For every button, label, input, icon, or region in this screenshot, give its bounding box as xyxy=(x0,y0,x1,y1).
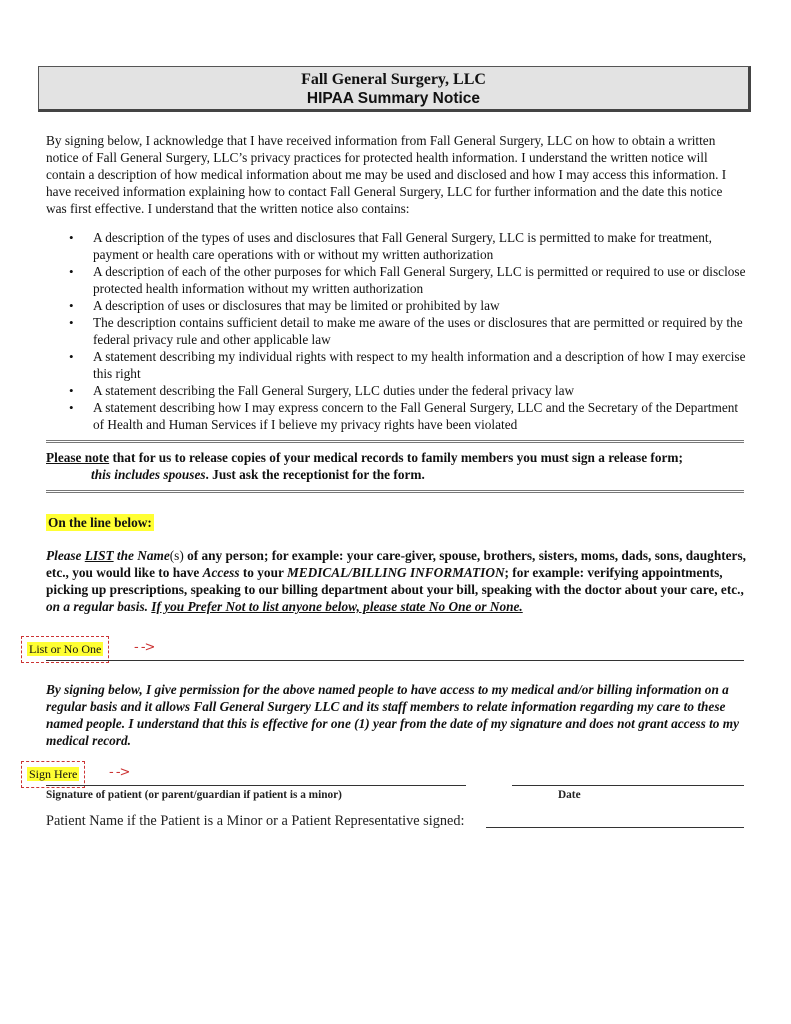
intro-paragraph: By signing below, I acknowledge that I have received information from Fall General Surgery, LLC on how to obtain a written notice of Fall General Surgery, LLC’s privacy practices for protected health information. I understand the written notice will contain a description of how medical information about me may be used and disclosed and how I may access this information. I have received information explaining how to contact Fall General Surgery, LLC for further information and the date this notice was first effective. I understand that the written notice also contains: xyxy=(46,133,727,216)
bullet-icon: • xyxy=(69,264,74,279)
patient-rep-label: Patient Name if the Patient is a Minor or a Patient Representative signed: xyxy=(46,813,465,829)
list-instructions: Please LIST the Name(s) of any person; for example: your care-giver, spouse, brothers, sisters, moms, dads, sons, daughters, etc., you would like to have Access to your MEDICAL/BILLING INFORMATION; for example: verifying appointments, picking up prescriptions, speaking to our billing department about your bill, speaking with the doctor about your care, etc., on a regular basis. If you Prefer Not to list anyone below, please state No One or None. xyxy=(46,548,746,614)
names-entry-line[interactable] xyxy=(46,660,744,661)
bullet-icon: • xyxy=(69,298,74,313)
bullet-icon: • xyxy=(69,349,74,364)
list-item: • A statement describing how I may express concern to the Fall General Surgery, LLC and the Secretary of the Department of Health and Human Services if I believe my privacy rights have been violated xyxy=(69,400,739,432)
bullet-icon: • xyxy=(69,315,74,330)
sign-here-tag-label: Sign Here xyxy=(29,767,78,781)
bullet-icon: • xyxy=(69,230,74,245)
divider xyxy=(46,490,744,493)
bullet-icon: • xyxy=(69,383,74,398)
title-box xyxy=(38,66,751,112)
note-italic: this includes spouses xyxy=(91,467,206,482)
signature-label: Signature of patient (or parent/guardian if patient is a minor) xyxy=(46,789,342,801)
list-item: • The description contains sufficient detail to make me aware of the uses or disclosures that are permitted or required by the federal privacy rule and other applicable law xyxy=(69,315,743,347)
permission-paragraph: By signing below, I give permission for the above named people to have access to my medical and/or billing information on a regular basis and it allows Fall General Surgery LLC and its staff members to relate information regarding my care to these named people. I understand that this is effective for one (1) year from the date of my signature and does not grant access to my medical record. xyxy=(46,682,740,748)
list-field-tag-label: List or No One xyxy=(29,642,102,656)
note-lead: Please note xyxy=(46,450,110,465)
list-item: • A statement describing my individual rights with respect to my health information and a description of how I may exercise this right xyxy=(69,349,746,381)
list-item: • A description of uses or disclosures that may be limited or prohibited by law xyxy=(69,298,500,313)
on-line-below-label: On the line below: xyxy=(48,515,152,530)
date-label: Date xyxy=(558,789,581,801)
list-field-tag[interactable] xyxy=(21,636,109,663)
list-item: • A statement describing the Fall General Surgery, LLC duties under the federal privacy law xyxy=(69,383,575,398)
divider xyxy=(46,440,744,443)
arrow-right-icon: - -> xyxy=(109,765,130,780)
document-title: Fall General Surgery, LLC xyxy=(301,71,486,88)
date-line[interactable] xyxy=(512,785,744,786)
patient-rep-line[interactable] xyxy=(486,827,744,828)
signature-line[interactable] xyxy=(46,785,466,786)
list-item: • A description of the types of uses and disclosures that Fall General Surgery, LLC is permitted to make for treatment, payment or health care operations with or without my written authorization xyxy=(69,230,712,262)
document-subtitle: HIPAA Summary Notice xyxy=(306,90,481,107)
arrow-right-icon: - -> xyxy=(134,640,155,655)
bullet-icon: • xyxy=(69,400,74,415)
sign-here-tag[interactable] xyxy=(21,761,85,788)
release-note: Please note that for us to release copies of your medical records to family members you must sign a release form; this includes spouses. Just ask the receptionist for the form. xyxy=(46,450,683,482)
notice-contents-list xyxy=(46,229,746,433)
list-item: • A description of each of the other purposes for which Fall General Surgery, LLC is permitted or required to use or disclose protected health information without my written authorization xyxy=(69,264,746,296)
